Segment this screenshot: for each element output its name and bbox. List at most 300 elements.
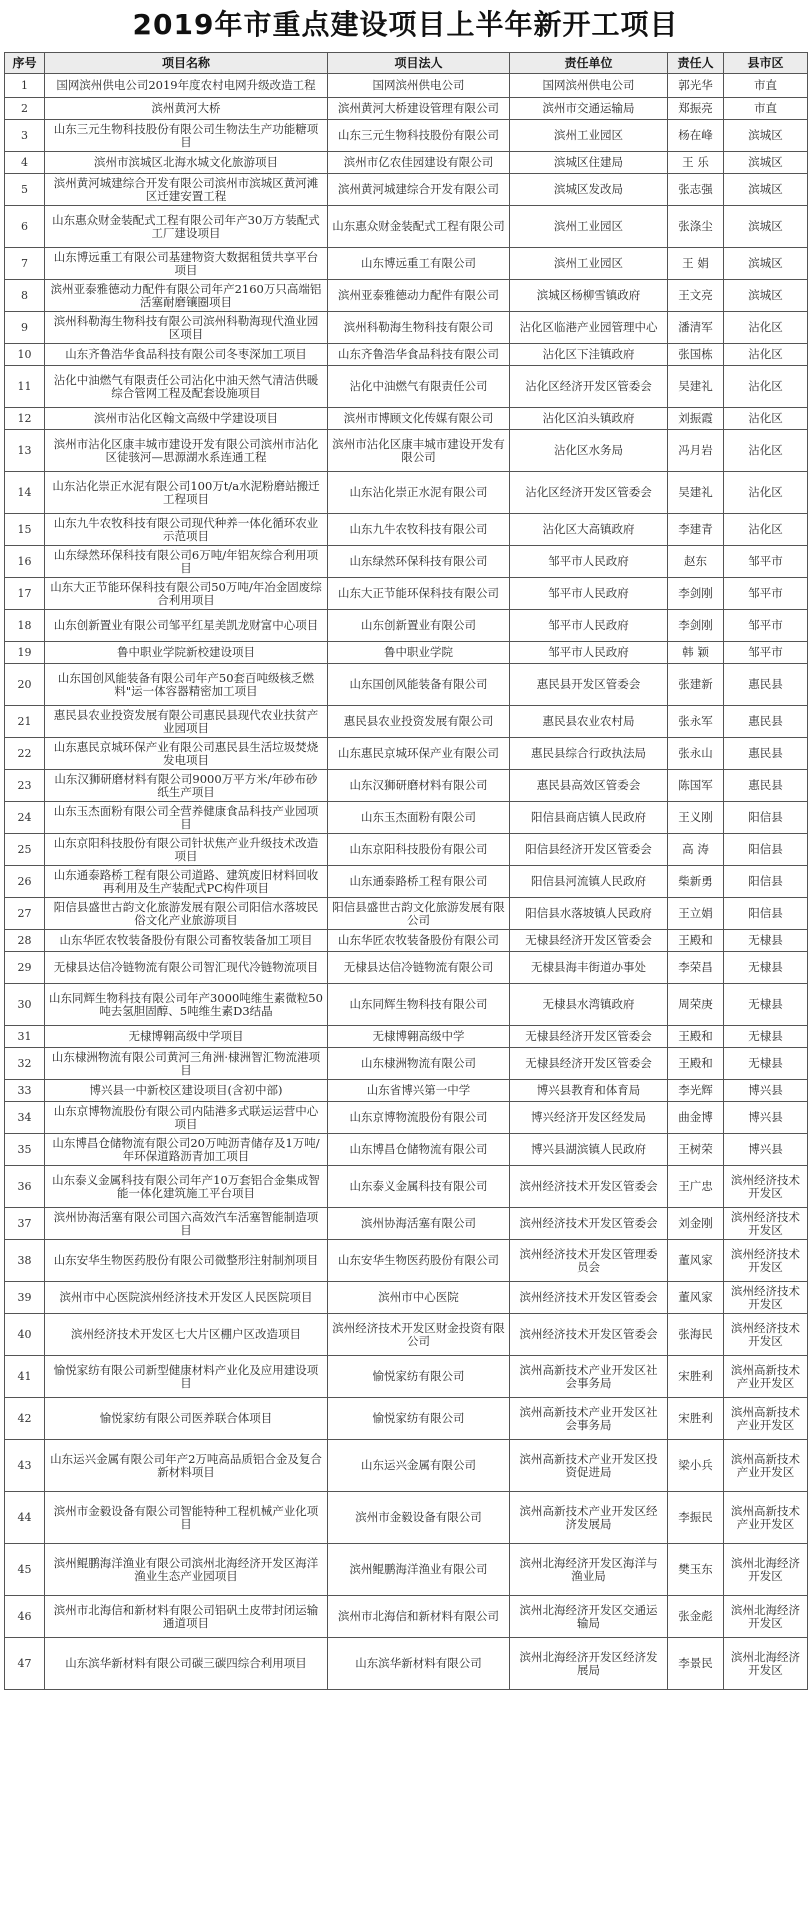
- row-number: 44: [5, 1492, 45, 1544]
- project-owner: 滨州协海活塞有限公司: [328, 1208, 510, 1240]
- region: 阳信县: [724, 802, 808, 834]
- responsible-person: 郑振亮: [668, 98, 724, 120]
- responsible-unit: 滨城区杨柳雪镇政府: [510, 280, 668, 312]
- region: 邹平市: [724, 578, 808, 610]
- table-row: [5, 642, 808, 664]
- table-row: [5, 98, 808, 120]
- row-number: 28: [5, 930, 45, 952]
- table-row: [5, 1596, 808, 1638]
- region: 博兴县: [724, 1102, 808, 1134]
- project-owner: 惠民县农业投资发展有限公司: [328, 706, 510, 738]
- row-number: 43: [5, 1440, 45, 1492]
- responsible-unit: 滨州工业园区: [510, 120, 668, 152]
- project-owner: 山东博昌仓储物流有限公司: [328, 1134, 510, 1166]
- project-owner: 山东同辉生物科技有限公司: [328, 984, 510, 1026]
- responsible-unit: 阳信县水落坡镇人民政府: [510, 898, 668, 930]
- row-number: 35: [5, 1134, 45, 1166]
- responsible-person: 宋胜利: [668, 1398, 724, 1440]
- region: 无棣县: [724, 952, 808, 984]
- region: 滨州经济技术开发区: [724, 1282, 808, 1314]
- row-number: 23: [5, 770, 45, 802]
- project-owner: 山东大正节能环保科技有限公司: [328, 578, 510, 610]
- row-number: 8: [5, 280, 45, 312]
- table-row: [5, 664, 808, 706]
- project-name: 滨州鲲鹏海洋渔业有限公司滨州北海经济开发区海洋渔业生态产业园项目: [45, 1544, 328, 1596]
- row-number: 30: [5, 984, 45, 1026]
- table-row: [5, 1492, 808, 1544]
- table-row: [5, 1048, 808, 1080]
- table-row: [5, 1102, 808, 1134]
- project-owner: 山东省博兴第一中学: [328, 1080, 510, 1102]
- responsible-person: 王文亮: [668, 280, 724, 312]
- table-row: [5, 898, 808, 930]
- region: 滨州高新技术产业开发区: [724, 1492, 808, 1544]
- project-name: 滨州亚泰雅德动力配件有限公司年产2160万只高端铝活塞耐磨镶圈项目: [45, 280, 328, 312]
- responsible-unit: 滨州高新技术产业开发区社会事务局: [510, 1356, 668, 1398]
- header-no: 序号: [5, 53, 45, 74]
- project-owner: 山东国创风能装备有限公司: [328, 664, 510, 706]
- row-number: 25: [5, 834, 45, 866]
- row-number: 6: [5, 206, 45, 248]
- project-name: 山东三元生物科技股份有限公司生物法生产功能糖项目: [45, 120, 328, 152]
- responsible-unit: 沾化区大高镇政府: [510, 514, 668, 546]
- responsible-unit: 惠民县综合行政执法局: [510, 738, 668, 770]
- region: 邹平市: [724, 610, 808, 642]
- project-name: 国网滨州供电公司2019年度农村电网升级改造工程: [45, 74, 328, 98]
- responsible-person: 王 娟: [668, 248, 724, 280]
- table-row: [5, 206, 808, 248]
- project-name: 滨州市滨城区北海水城文化旅游项目: [45, 152, 328, 174]
- responsible-person: 张海民: [668, 1314, 724, 1356]
- region: 沾化区: [724, 472, 808, 514]
- region: 滨州经济技术开发区: [724, 1166, 808, 1208]
- responsible-unit: 无棣县经济开发区管委会: [510, 1026, 668, 1048]
- responsible-person: 韩 颖: [668, 642, 724, 664]
- project-name: 山东汉狮研磨材料有限公司9000万平方米/年砂布砂纸生产项目: [45, 770, 328, 802]
- responsible-unit: 无棣县经济开发区管委会: [510, 1048, 668, 1080]
- responsible-person: 董风家: [668, 1282, 724, 1314]
- table-row: [5, 312, 808, 344]
- row-number: 34: [5, 1102, 45, 1134]
- header-person: 责任人: [668, 53, 724, 74]
- project-owner: 滨州鲲鹏海洋渔业有限公司: [328, 1544, 510, 1596]
- project-owner: 山东汉狮研磨材料有限公司: [328, 770, 510, 802]
- row-number: 10: [5, 344, 45, 366]
- project-owner: 山东沾化崇正水泥有限公司: [328, 472, 510, 514]
- project-owner: 滨州市金毅设备有限公司: [328, 1492, 510, 1544]
- responsible-person: 王义刚: [668, 802, 724, 834]
- project-owner: 山东滨华新材料有限公司: [328, 1638, 510, 1690]
- project-owner: 山东九牛农牧科技有限公司: [328, 514, 510, 546]
- region: 无棣县: [724, 930, 808, 952]
- project-name: 山东沾化崇正水泥有限公司100万t/a水泥粉磨站搬迁工程项目: [45, 472, 328, 514]
- responsible-unit: 沾化区经济开发区管委会: [510, 472, 668, 514]
- responsible-unit: 滨州经济技术开发区管委会: [510, 1166, 668, 1208]
- project-owner: 山东运兴金属有限公司: [328, 1440, 510, 1492]
- region: 阳信县: [724, 866, 808, 898]
- responsible-person: 张永山: [668, 738, 724, 770]
- row-number: 7: [5, 248, 45, 280]
- table-row: [5, 280, 808, 312]
- region: 市直: [724, 74, 808, 98]
- project-owner: 山东华匠农牧装备股份有限公司: [328, 930, 510, 952]
- project-name: 滨州市沾化区康丰城市建设开发有限公司滨州市沾化区徒骇河—思源湖水系连通工程: [45, 430, 328, 472]
- row-number: 33: [5, 1080, 45, 1102]
- row-number: 16: [5, 546, 45, 578]
- responsible-person: 宋胜利: [668, 1356, 724, 1398]
- responsible-unit: 滨州经济技术开发区管委会: [510, 1282, 668, 1314]
- project-owner: 山东玉杰面粉有限公司: [328, 802, 510, 834]
- table-row: [5, 472, 808, 514]
- project-owner: 沾化中油燃气有限责任公司: [328, 366, 510, 408]
- responsible-unit: 惠民县农业农村局: [510, 706, 668, 738]
- region: 滨州北海经济开发区: [724, 1596, 808, 1638]
- responsible-unit: 沾化区下洼镇政府: [510, 344, 668, 366]
- responsible-unit: 滨州经济技术开发区管委会: [510, 1208, 668, 1240]
- project-name: 滨州协海活塞有限公司国六高效汽车活塞智能制造项目: [45, 1208, 328, 1240]
- responsible-unit: 沾化区泊头镇政府: [510, 408, 668, 430]
- region: 滨州经济技术开发区: [724, 1208, 808, 1240]
- row-number: 1: [5, 74, 45, 98]
- project-owner: 滨州市北海信和新材料有限公司: [328, 1596, 510, 1638]
- project-owner: 山东创新置业有限公司: [328, 610, 510, 642]
- project-owner: 无棣县达信冷链物流有限公司: [328, 952, 510, 984]
- project-owner: 愉悦家纺有限公司: [328, 1356, 510, 1398]
- table-row: [5, 984, 808, 1026]
- project-name: 鲁中职业学院新校建设项目: [45, 642, 328, 664]
- project-name: 山东惠民京城环保产业有限公司惠民县生活垃圾焚烧发电项目: [45, 738, 328, 770]
- project-owner: 山东三元生物科技股份有限公司: [328, 120, 510, 152]
- region: 博兴县: [724, 1134, 808, 1166]
- project-owner: 山东泰义金属科技有限公司: [328, 1166, 510, 1208]
- table-row: [5, 738, 808, 770]
- responsible-person: 刘金刚: [668, 1208, 724, 1240]
- responsible-person: 梁小兵: [668, 1440, 724, 1492]
- responsible-unit: 阳信县商店镇人民政府: [510, 802, 668, 834]
- region: 邹平市: [724, 642, 808, 664]
- project-owner: 山东京博物流股份有限公司: [328, 1102, 510, 1134]
- responsible-person: 张金彪: [668, 1596, 724, 1638]
- table-header-row: [5, 53, 808, 74]
- row-number: 22: [5, 738, 45, 770]
- responsible-person: 李建青: [668, 514, 724, 546]
- row-number: 15: [5, 514, 45, 546]
- responsible-person: 柴新勇: [668, 866, 724, 898]
- region: 阳信县: [724, 834, 808, 866]
- project-owner: 滨州市沾化区康丰城市建设开发有限公司: [328, 430, 510, 472]
- row-number: 42: [5, 1398, 45, 1440]
- responsible-unit: 博兴县湖滨镇人民政府: [510, 1134, 668, 1166]
- header-owner: 项目法人: [328, 53, 510, 74]
- region: 惠民县: [724, 738, 808, 770]
- responsible-person: 董风家: [668, 1240, 724, 1282]
- project-name: 山东泰义金属科技有限公司年产10万套铝合金集成智能一体化建筑施工平台项目: [45, 1166, 328, 1208]
- responsible-person: 王殿和: [668, 930, 724, 952]
- responsible-person: 李振民: [668, 1492, 724, 1544]
- responsible-person: 潘清军: [668, 312, 724, 344]
- project-name: 山东同辉生物科技有限公司年产3000吨维生素微粒50吨去氢胆固醇、5吨维生素D3结晶: [45, 984, 328, 1026]
- region: 滨州经济技术开发区: [724, 1314, 808, 1356]
- table-row: [5, 408, 808, 430]
- responsible-person: 杨在峰: [668, 120, 724, 152]
- project-name: 山东创新置业有限公司邹平红星美凯龙财富中心项目: [45, 610, 328, 642]
- table-row: [5, 1134, 808, 1166]
- project-name: 山东惠众财金装配式工程有限公司年产30万方装配式工厂建设项目: [45, 206, 328, 248]
- responsible-unit: 滨州高新技术产业开发区投资促进局: [510, 1440, 668, 1492]
- project-name: 滨州市中心医院滨州经济技术开发区人民医院项目: [45, 1282, 328, 1314]
- region: 惠民县: [724, 706, 808, 738]
- project-owner: 无棣博翱高级中学: [328, 1026, 510, 1048]
- table-row: [5, 1638, 808, 1690]
- responsible-person: 刘振霞: [668, 408, 724, 430]
- table-row: [5, 430, 808, 472]
- responsible-unit: 无棣县水湾镇政府: [510, 984, 668, 1026]
- project-name: 惠民县农业投资发展有限公司惠民县现代农业扶贫产业园项目: [45, 706, 328, 738]
- row-number: 32: [5, 1048, 45, 1080]
- table-row: [5, 1356, 808, 1398]
- row-number: 11: [5, 366, 45, 408]
- project-name: 山东博昌仓储物流有限公司20万吨沥青储存及1万吨/年环保道路沥青加工项目: [45, 1134, 328, 1166]
- row-number: 41: [5, 1356, 45, 1398]
- table-row: [5, 952, 808, 984]
- table-row: [5, 1208, 808, 1240]
- table-row: [5, 514, 808, 546]
- project-owner: 山东通泰路桥工程有限公司: [328, 866, 510, 898]
- project-owner: 滨州亚泰雅德动力配件有限公司: [328, 280, 510, 312]
- row-number: 27: [5, 898, 45, 930]
- table-row: [5, 1080, 808, 1102]
- responsible-person: 郭光华: [668, 74, 724, 98]
- responsible-person: 王 乐: [668, 152, 724, 174]
- table-row: [5, 152, 808, 174]
- project-owner: 山东绿然环保科技有限公司: [328, 546, 510, 578]
- project-name: 滨州经济技术开发区七大片区棚户区改造项目: [45, 1314, 328, 1356]
- table-row: [5, 546, 808, 578]
- project-name: 山东滨华新材料有限公司碳三碳四综合利用项目: [45, 1638, 328, 1690]
- row-number: 37: [5, 1208, 45, 1240]
- responsible-unit: 国网滨州供电公司: [510, 74, 668, 98]
- responsible-person: 张建新: [668, 664, 724, 706]
- project-name: 山东齐鲁浩华食品科技有限公司冬枣深加工项目: [45, 344, 328, 366]
- project-name: 山东九牛农牧科技有限公司现代种养一体化循环农业示范项目: [45, 514, 328, 546]
- project-name: 愉悦家纺有限公司新型健康材料产业化及应用建设项目: [45, 1356, 328, 1398]
- project-owner: 山东京阳科技股份有限公司: [328, 834, 510, 866]
- project-name: 滨州市金毅设备有限公司智能特种工程机械产业化项目: [45, 1492, 328, 1544]
- row-number: 20: [5, 664, 45, 706]
- region: 滨州高新技术产业开发区: [724, 1398, 808, 1440]
- project-owner: 山东博远重工有限公司: [328, 248, 510, 280]
- responsible-unit: 无棣县海丰街道办事处: [510, 952, 668, 984]
- project-name: 山东大正节能环保科技有限公司50万吨/年冶金固废综合利用项目: [45, 578, 328, 610]
- table-row: [5, 930, 808, 952]
- responsible-unit: 滨州北海经济开发区经济发展局: [510, 1638, 668, 1690]
- project-owner: 山东齐鲁浩华食品科技有限公司: [328, 344, 510, 366]
- responsible-unit: 邹平市人民政府: [510, 546, 668, 578]
- project-owner: 愉悦家纺有限公司: [328, 1398, 510, 1440]
- table-row: [5, 1166, 808, 1208]
- project-name: 山东棣洲物流有限公司黄河三角洲·棣洲智汇物流港项目: [45, 1048, 328, 1080]
- project-name: 滨州黄河城建综合开发有限公司滨州市滨城区黄河滩区迁建安置工程: [45, 174, 328, 206]
- project-table: [4, 52, 808, 1690]
- project-name: 山东国创风能装备有限公司年产50套百吨级核乏燃料"运一体容器精密加工项目: [45, 664, 328, 706]
- responsible-unit: 沾化区临港产业园管理中心: [510, 312, 668, 344]
- region: 滨州高新技术产业开发区: [724, 1356, 808, 1398]
- table-row: [5, 1026, 808, 1048]
- responsible-unit: 博兴经济开发区经发局: [510, 1102, 668, 1134]
- row-number: 36: [5, 1166, 45, 1208]
- responsible-unit: 邹平市人民政府: [510, 610, 668, 642]
- project-name: 山东安华生物医药股份有限公司微整形注射制剂项目: [45, 1240, 328, 1282]
- responsible-person: 李剑刚: [668, 610, 724, 642]
- region: 沾化区: [724, 312, 808, 344]
- responsible-unit: 阳信县河流镇人民政府: [510, 866, 668, 898]
- header-unit: 责任单位: [510, 53, 668, 74]
- project-name: 沾化中油燃气有限责任公司沾化中油天然气清洁供暖综合管网工程及配套设施项目: [45, 366, 328, 408]
- responsible-person: 张国栋: [668, 344, 724, 366]
- region: 博兴县: [724, 1080, 808, 1102]
- project-name: 阳信县盛世古韵文化旅游发展有限公司阳信水落坡民俗文化产业旅游项目: [45, 898, 328, 930]
- project-owner: 山东安华生物医药股份有限公司: [328, 1240, 510, 1282]
- responsible-person: 曲金博: [668, 1102, 724, 1134]
- table-row: [5, 770, 808, 802]
- row-number: 46: [5, 1596, 45, 1638]
- project-owner: 滨州黄河城建综合开发有限公司: [328, 174, 510, 206]
- project-owner: 滨州市中心医院: [328, 1282, 510, 1314]
- table-row: [5, 248, 808, 280]
- project-name: 滨州科勒海生物科技有限公司滨州科勒海现代渔业园区项目: [45, 312, 328, 344]
- region: 滨城区: [724, 120, 808, 152]
- project-name: 山东京阳科技股份有限公司针状焦产业升级技术改造项目: [45, 834, 328, 866]
- project-owner: 滨州市博顾文化传媒有限公司: [328, 408, 510, 430]
- region: 阳信县: [724, 898, 808, 930]
- region: 惠民县: [724, 770, 808, 802]
- project-owner: 山东惠民京城环保产业有限公司: [328, 738, 510, 770]
- region: 滨城区: [724, 280, 808, 312]
- project-owner: 滨州科勒海生物科技有限公司: [328, 312, 510, 344]
- responsible-person: 周荣庚: [668, 984, 724, 1026]
- responsible-unit: 邹平市人民政府: [510, 578, 668, 610]
- project-name: 无棣县达信冷链物流有限公司智汇现代冷链物流项目: [45, 952, 328, 984]
- responsible-unit: 惠民县高效区管委会: [510, 770, 668, 802]
- region: 无棣县: [724, 1026, 808, 1048]
- responsible-unit: 惠民县开发区管委会: [510, 664, 668, 706]
- responsible-person: 王殿和: [668, 1048, 724, 1080]
- responsible-person: 张志强: [668, 174, 724, 206]
- region: 沾化区: [724, 430, 808, 472]
- table-row: [5, 866, 808, 898]
- responsible-unit: 滨州经济技术开发区管委会: [510, 1314, 668, 1356]
- row-number: 14: [5, 472, 45, 514]
- table-row: [5, 1282, 808, 1314]
- responsible-unit: 滨州北海经济开发区交通运输局: [510, 1596, 668, 1638]
- region: 沾化区: [724, 514, 808, 546]
- region: 滨城区: [724, 206, 808, 248]
- project-name: 无棣博翱高级中学项目: [45, 1026, 328, 1048]
- project-name: 山东玉杰面粉有限公司全营养健康食品科技产业园项目: [45, 802, 328, 834]
- row-number: 5: [5, 174, 45, 206]
- region: 沾化区: [724, 408, 808, 430]
- row-number: 31: [5, 1026, 45, 1048]
- responsible-unit: 沾化区水务局: [510, 430, 668, 472]
- responsible-person: 赵东: [668, 546, 724, 578]
- region: 滨城区: [724, 174, 808, 206]
- row-number: 29: [5, 952, 45, 984]
- row-number: 9: [5, 312, 45, 344]
- responsible-person: 李景民: [668, 1638, 724, 1690]
- responsible-unit: 滨城区住建局: [510, 152, 668, 174]
- responsible-unit: 滨城区发改局: [510, 174, 668, 206]
- responsible-person: 樊玉东: [668, 1544, 724, 1596]
- project-name: 山东华匠农牧装备股份有限公司畜牧装备加工项目: [45, 930, 328, 952]
- row-number: 3: [5, 120, 45, 152]
- responsible-person: 张涤尘: [668, 206, 724, 248]
- row-number: 12: [5, 408, 45, 430]
- responsible-unit: 滨州市交通运输局: [510, 98, 668, 120]
- project-name: 滨州黄河大桥: [45, 98, 328, 120]
- row-number: 38: [5, 1240, 45, 1282]
- responsible-unit: 滨州工业园区: [510, 248, 668, 280]
- project-owner: 滨州经济技术开发区财金投资有限公司: [328, 1314, 510, 1356]
- responsible-person: 高 涛: [668, 834, 724, 866]
- row-number: 19: [5, 642, 45, 664]
- responsible-unit: 邹平市人民政府: [510, 642, 668, 664]
- table-row: [5, 344, 808, 366]
- project-owner: 山东棣洲物流有限公司: [328, 1048, 510, 1080]
- table-row: [5, 366, 808, 408]
- project-name: 博兴县一中新校区建设项目(含初中部): [45, 1080, 328, 1102]
- project-name: 山东博远重工有限公司基建物资大数据租赁共享平台项目: [45, 248, 328, 280]
- row-number: 40: [5, 1314, 45, 1356]
- row-number: 2: [5, 98, 45, 120]
- responsible-person: 李荣昌: [668, 952, 724, 984]
- responsible-unit: 滨州高新技术产业开发区经济发展局: [510, 1492, 668, 1544]
- row-number: 17: [5, 578, 45, 610]
- responsible-person: 吴建礼: [668, 472, 724, 514]
- region: 滨城区: [724, 152, 808, 174]
- region: 无棣县: [724, 984, 808, 1026]
- region: 邹平市: [724, 546, 808, 578]
- project-name: 滨州市北海信和新材料有限公司铝矾土皮带封闭运输通道项目: [45, 1596, 328, 1638]
- row-number: 39: [5, 1282, 45, 1314]
- project-owner: 国网滨州供电公司: [328, 74, 510, 98]
- project-owner: 山东惠众财金装配式工程有限公司: [328, 206, 510, 248]
- responsible-person: 张永军: [668, 706, 724, 738]
- table-row: [5, 1314, 808, 1356]
- responsible-person: 王立娟: [668, 898, 724, 930]
- responsible-unit: 滨州高新技术产业开发区社会事务局: [510, 1398, 668, 1440]
- row-number: 24: [5, 802, 45, 834]
- project-owner: 鲁中职业学院: [328, 642, 510, 664]
- responsible-person: 冯月岩: [668, 430, 724, 472]
- row-number: 21: [5, 706, 45, 738]
- project-name: 滨州市沾化区翰文高级中学建设项目: [45, 408, 328, 430]
- table-row: [5, 1398, 808, 1440]
- region: 滨州高新技术产业开发区: [724, 1440, 808, 1492]
- responsible-person: 李光辉: [668, 1080, 724, 1102]
- row-number: 26: [5, 866, 45, 898]
- region: 滨城区: [724, 248, 808, 280]
- table-row: [5, 578, 808, 610]
- responsible-person: 陈国军: [668, 770, 724, 802]
- header-region: 县市区: [724, 53, 808, 74]
- responsible-unit: 滨州经济技术开发区管理委员会: [510, 1240, 668, 1282]
- responsible-person: 王广忠: [668, 1166, 724, 1208]
- responsible-unit: 滨州北海经济开发区海洋与渔业局: [510, 1544, 668, 1596]
- table-row: [5, 174, 808, 206]
- table-row: [5, 610, 808, 642]
- responsible-unit: 无棣县经济开发区管委会: [510, 930, 668, 952]
- header-name: 项目名称: [45, 53, 328, 74]
